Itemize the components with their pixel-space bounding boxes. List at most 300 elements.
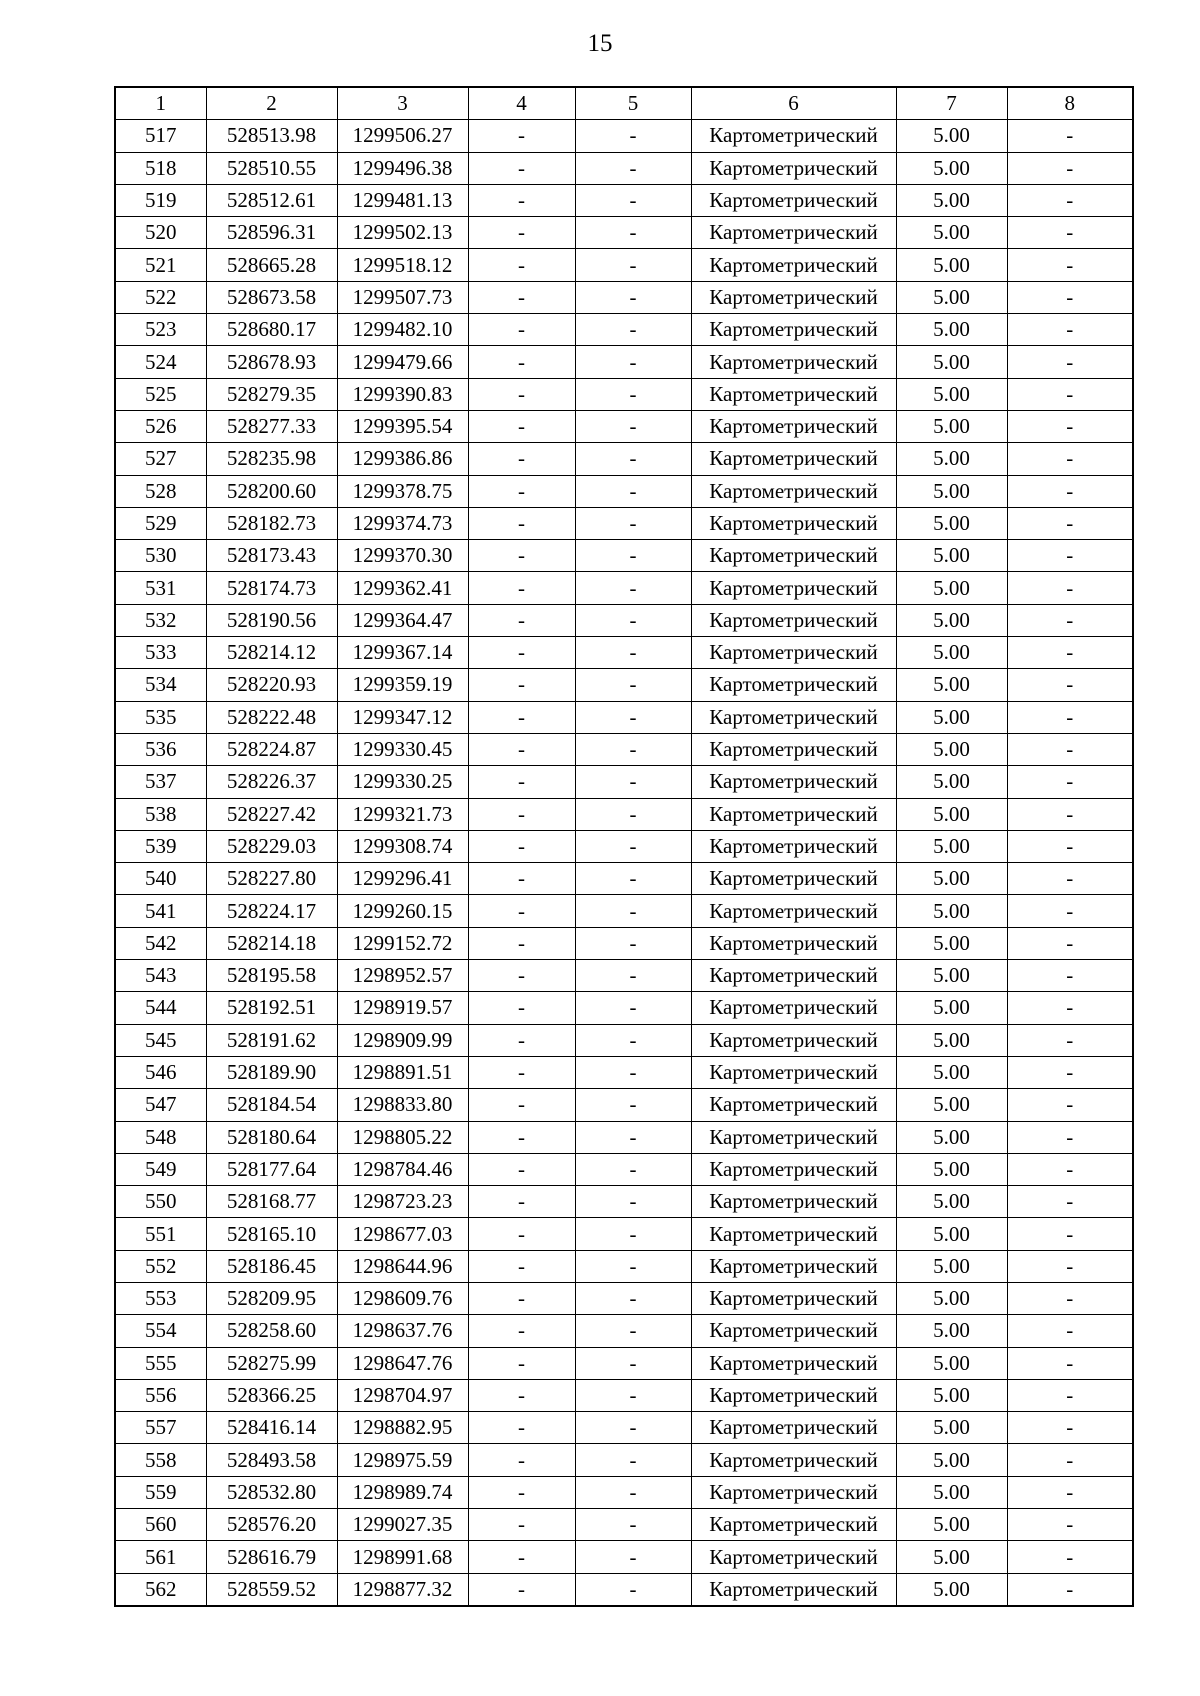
y-coordinate-cell: 1298805.22 xyxy=(337,1121,468,1153)
col8-cell: - xyxy=(1007,895,1133,927)
col4-cell: - xyxy=(468,733,575,765)
method-cell: Картометрический xyxy=(691,1476,896,1508)
col5-cell: - xyxy=(575,701,691,733)
method-cell: Картометрический xyxy=(691,798,896,830)
col8-cell: - xyxy=(1007,1509,1133,1541)
col8-cell: - xyxy=(1007,1089,1133,1121)
table-row xyxy=(115,1282,1133,1314)
y-coordinate-cell: 1298637.76 xyxy=(337,1315,468,1347)
col4-cell: - xyxy=(468,1250,575,1282)
col8-cell: - xyxy=(1007,443,1133,475)
col4-cell: - xyxy=(468,184,575,216)
accuracy-cell: 5.00 xyxy=(896,507,1007,539)
col4-cell: - xyxy=(468,927,575,959)
x-coordinate-cell: 528366.25 xyxy=(206,1379,337,1411)
table-row xyxy=(115,895,1133,927)
y-coordinate-cell: 1298644.96 xyxy=(337,1250,468,1282)
col4-cell: - xyxy=(468,701,575,733)
y-coordinate-cell: 1299390.83 xyxy=(337,378,468,410)
point-number-cell: 523 xyxy=(115,314,206,346)
method-cell: Картометрический xyxy=(691,960,896,992)
table-row xyxy=(115,1121,1133,1153)
col5-cell: - xyxy=(575,1347,691,1379)
method-cell: Картометрический xyxy=(691,507,896,539)
col8-cell: - xyxy=(1007,701,1133,733)
accuracy-cell: 5.00 xyxy=(896,217,1007,249)
y-coordinate-cell: 1299518.12 xyxy=(337,249,468,281)
point-number-cell: 531 xyxy=(115,572,206,604)
method-cell: Картометрический xyxy=(691,1282,896,1314)
y-coordinate-cell: 1298991.68 xyxy=(337,1541,468,1573)
col8-cell: - xyxy=(1007,249,1133,281)
col4-cell: - xyxy=(468,960,575,992)
method-cell: Картометрический xyxy=(691,314,896,346)
x-coordinate-cell: 528235.98 xyxy=(206,443,337,475)
col5-cell: - xyxy=(575,1218,691,1250)
y-coordinate-cell: 1298975.59 xyxy=(337,1444,468,1476)
column-header: 1 xyxy=(115,87,206,120)
col5-cell: - xyxy=(575,1315,691,1347)
col4-cell: - xyxy=(468,895,575,927)
accuracy-cell: 5.00 xyxy=(896,572,1007,604)
col8-cell: - xyxy=(1007,152,1133,184)
x-coordinate-cell: 528258.60 xyxy=(206,1315,337,1347)
table-row xyxy=(115,410,1133,442)
col4-cell: - xyxy=(468,1089,575,1121)
table-row xyxy=(115,540,1133,572)
accuracy-cell: 5.00 xyxy=(896,1153,1007,1185)
col8-cell: - xyxy=(1007,1282,1133,1314)
point-number-cell: 532 xyxy=(115,604,206,636)
method-cell: Картометрический xyxy=(691,443,896,475)
method-cell: Картометрический xyxy=(691,1444,896,1476)
col4-cell: - xyxy=(468,1121,575,1153)
y-coordinate-cell: 1299479.66 xyxy=(337,346,468,378)
table-row xyxy=(115,604,1133,636)
accuracy-cell: 5.00 xyxy=(896,120,1007,152)
col5-cell: - xyxy=(575,1412,691,1444)
method-cell: Картометрический xyxy=(691,637,896,669)
col5-cell: - xyxy=(575,992,691,1024)
y-coordinate-cell: 1299260.15 xyxy=(337,895,468,927)
accuracy-cell: 5.00 xyxy=(896,410,1007,442)
col5-cell: - xyxy=(575,152,691,184)
method-cell: Картометрический xyxy=(691,1315,896,1347)
y-coordinate-cell: 1298909.99 xyxy=(337,1024,468,1056)
col8-cell: - xyxy=(1007,1218,1133,1250)
method-cell: Картометрический xyxy=(691,475,896,507)
accuracy-cell: 5.00 xyxy=(896,766,1007,798)
point-number-cell: 551 xyxy=(115,1218,206,1250)
col8-cell: - xyxy=(1007,1347,1133,1379)
col4-cell: - xyxy=(468,507,575,539)
accuracy-cell: 5.00 xyxy=(896,152,1007,184)
column-header: 2 xyxy=(206,87,337,120)
accuracy-cell: 5.00 xyxy=(896,1509,1007,1541)
col4-cell: - xyxy=(468,314,575,346)
col4-cell: - xyxy=(468,830,575,862)
x-coordinate-cell: 528224.87 xyxy=(206,733,337,765)
coordinates-table xyxy=(114,86,1134,1607)
method-cell: Картометрический xyxy=(691,1573,896,1606)
x-coordinate-cell: 528177.64 xyxy=(206,1153,337,1185)
table-row xyxy=(115,1315,1133,1347)
col5-cell: - xyxy=(575,249,691,281)
col4-cell: - xyxy=(468,1541,575,1573)
col8-cell: - xyxy=(1007,281,1133,313)
col8-cell: - xyxy=(1007,992,1133,1024)
y-coordinate-cell: 1298784.46 xyxy=(337,1153,468,1185)
point-number-cell: 534 xyxy=(115,669,206,701)
y-coordinate-cell: 1299152.72 xyxy=(337,927,468,959)
table-row xyxy=(115,992,1133,1024)
x-coordinate-cell: 528222.48 xyxy=(206,701,337,733)
point-number-cell: 520 xyxy=(115,217,206,249)
point-number-cell: 530 xyxy=(115,540,206,572)
col4-cell: - xyxy=(468,1315,575,1347)
col8-cell: - xyxy=(1007,1121,1133,1153)
col8-cell: - xyxy=(1007,927,1133,959)
accuracy-cell: 5.00 xyxy=(896,992,1007,1024)
method-cell: Картометрический xyxy=(691,1218,896,1250)
point-number-cell: 543 xyxy=(115,960,206,992)
x-coordinate-cell: 528186.45 xyxy=(206,1250,337,1282)
col5-cell: - xyxy=(575,1056,691,1088)
method-cell: Картометрический xyxy=(691,1153,896,1185)
column-header: 5 xyxy=(575,87,691,120)
point-number-cell: 554 xyxy=(115,1315,206,1347)
col4-cell: - xyxy=(468,1056,575,1088)
accuracy-cell: 5.00 xyxy=(896,701,1007,733)
table-row xyxy=(115,1153,1133,1185)
x-coordinate-cell: 528279.35 xyxy=(206,378,337,410)
table-row xyxy=(115,249,1133,281)
x-coordinate-cell: 528275.99 xyxy=(206,1347,337,1379)
column-header: 7 xyxy=(896,87,1007,120)
col8-cell: - xyxy=(1007,1056,1133,1088)
col5-cell: - xyxy=(575,217,691,249)
accuracy-cell: 5.00 xyxy=(896,604,1007,636)
x-coordinate-cell: 528673.58 xyxy=(206,281,337,313)
y-coordinate-cell: 1299496.38 xyxy=(337,152,468,184)
point-number-cell: 535 xyxy=(115,701,206,733)
method-cell: Картометрический xyxy=(691,1250,896,1282)
col5-cell: - xyxy=(575,766,691,798)
method-cell: Картометрический xyxy=(691,927,896,959)
accuracy-cell: 5.00 xyxy=(896,378,1007,410)
col8-cell: - xyxy=(1007,1541,1133,1573)
col5-cell: - xyxy=(575,540,691,572)
table-row xyxy=(115,766,1133,798)
accuracy-cell: 5.00 xyxy=(896,798,1007,830)
table-row xyxy=(115,830,1133,862)
col4-cell: - xyxy=(468,217,575,249)
y-coordinate-cell: 1299321.73 xyxy=(337,798,468,830)
table-row xyxy=(115,798,1133,830)
y-coordinate-cell: 1298919.57 xyxy=(337,992,468,1024)
method-cell: Картометрический xyxy=(691,1186,896,1218)
col8-cell: - xyxy=(1007,507,1133,539)
col5-cell: - xyxy=(575,475,691,507)
col4-cell: - xyxy=(468,1444,575,1476)
y-coordinate-cell: 1299347.12 xyxy=(337,701,468,733)
point-number-cell: 538 xyxy=(115,798,206,830)
col4-cell: - xyxy=(468,1218,575,1250)
point-number-cell: 549 xyxy=(115,1153,206,1185)
point-number-cell: 537 xyxy=(115,766,206,798)
method-cell: Картометрический xyxy=(691,540,896,572)
accuracy-cell: 5.00 xyxy=(896,830,1007,862)
column-header: 8 xyxy=(1007,87,1133,120)
col4-cell: - xyxy=(468,1282,575,1314)
point-number-cell: 557 xyxy=(115,1412,206,1444)
y-coordinate-cell: 1299374.73 xyxy=(337,507,468,539)
accuracy-cell: 5.00 xyxy=(896,733,1007,765)
y-coordinate-cell: 1299364.47 xyxy=(337,604,468,636)
table-row xyxy=(115,1024,1133,1056)
y-coordinate-cell: 1299362.41 xyxy=(337,572,468,604)
col4-cell: - xyxy=(468,1153,575,1185)
x-coordinate-cell: 528229.03 xyxy=(206,830,337,862)
accuracy-cell: 5.00 xyxy=(896,475,1007,507)
method-cell: Картометрический xyxy=(691,766,896,798)
x-coordinate-cell: 528180.64 xyxy=(206,1121,337,1153)
point-number-cell: 524 xyxy=(115,346,206,378)
accuracy-cell: 5.00 xyxy=(896,1056,1007,1088)
x-coordinate-cell: 528596.31 xyxy=(206,217,337,249)
accuracy-cell: 5.00 xyxy=(896,1089,1007,1121)
x-coordinate-cell: 528512.61 xyxy=(206,184,337,216)
x-coordinate-cell: 528174.73 xyxy=(206,572,337,604)
point-number-cell: 519 xyxy=(115,184,206,216)
method-cell: Картометрический xyxy=(691,217,896,249)
col8-cell: - xyxy=(1007,572,1133,604)
y-coordinate-cell: 1299330.45 xyxy=(337,733,468,765)
accuracy-cell: 5.00 xyxy=(896,184,1007,216)
col4-cell: - xyxy=(468,475,575,507)
x-coordinate-cell: 528559.52 xyxy=(206,1573,337,1606)
x-coordinate-cell: 528168.77 xyxy=(206,1186,337,1218)
method-cell: Картометрический xyxy=(691,378,896,410)
col8-cell: - xyxy=(1007,798,1133,830)
table-row xyxy=(115,733,1133,765)
x-coordinate-cell: 528227.42 xyxy=(206,798,337,830)
accuracy-cell: 5.00 xyxy=(896,1121,1007,1153)
accuracy-cell: 5.00 xyxy=(896,1444,1007,1476)
y-coordinate-cell: 1298609.76 xyxy=(337,1282,468,1314)
method-cell: Картометрический xyxy=(691,992,896,1024)
y-coordinate-cell: 1299502.13 xyxy=(337,217,468,249)
point-number-cell: 539 xyxy=(115,830,206,862)
accuracy-cell: 5.00 xyxy=(896,1573,1007,1606)
x-coordinate-cell: 528191.62 xyxy=(206,1024,337,1056)
x-coordinate-cell: 528616.79 xyxy=(206,1541,337,1573)
col5-cell: - xyxy=(575,1282,691,1314)
x-coordinate-cell: 528209.95 xyxy=(206,1282,337,1314)
col8-cell: - xyxy=(1007,346,1133,378)
table-row xyxy=(115,152,1133,184)
col4-cell: - xyxy=(468,992,575,1024)
col8-cell: - xyxy=(1007,184,1133,216)
table-row xyxy=(115,1347,1133,1379)
y-coordinate-cell: 1298647.76 xyxy=(337,1347,468,1379)
point-number-cell: 561 xyxy=(115,1541,206,1573)
y-coordinate-cell: 1299506.27 xyxy=(337,120,468,152)
x-coordinate-cell: 528227.80 xyxy=(206,863,337,895)
accuracy-cell: 5.00 xyxy=(896,1315,1007,1347)
point-number-cell: 545 xyxy=(115,1024,206,1056)
table-body xyxy=(115,120,1133,1606)
x-coordinate-cell: 528195.58 xyxy=(206,960,337,992)
x-coordinate-cell: 528416.14 xyxy=(206,1412,337,1444)
method-cell: Картометрический xyxy=(691,1056,896,1088)
col5-cell: - xyxy=(575,927,691,959)
col4-cell: - xyxy=(468,637,575,669)
method-cell: Картометрический xyxy=(691,1379,896,1411)
col4-cell: - xyxy=(468,443,575,475)
accuracy-cell: 5.00 xyxy=(896,1347,1007,1379)
col5-cell: - xyxy=(575,1573,691,1606)
col4-cell: - xyxy=(468,1024,575,1056)
accuracy-cell: 5.00 xyxy=(896,863,1007,895)
point-number-cell: 542 xyxy=(115,927,206,959)
col4-cell: - xyxy=(468,1379,575,1411)
column-header: 3 xyxy=(337,87,468,120)
table-row xyxy=(115,475,1133,507)
col5-cell: - xyxy=(575,669,691,701)
col5-cell: - xyxy=(575,1250,691,1282)
method-cell: Картометрический xyxy=(691,184,896,216)
x-coordinate-cell: 528200.60 xyxy=(206,475,337,507)
method-cell: Картометрический xyxy=(691,830,896,862)
column-header: 6 xyxy=(691,87,896,120)
table-row xyxy=(115,1186,1133,1218)
y-coordinate-cell: 1299482.10 xyxy=(337,314,468,346)
col8-cell: - xyxy=(1007,830,1133,862)
y-coordinate-cell: 1299027.35 xyxy=(337,1509,468,1541)
col4-cell: - xyxy=(468,798,575,830)
col4-cell: - xyxy=(468,120,575,152)
col8-cell: - xyxy=(1007,1573,1133,1606)
table-row xyxy=(115,281,1133,313)
col8-cell: - xyxy=(1007,1444,1133,1476)
method-cell: Картометрический xyxy=(691,604,896,636)
col8-cell: - xyxy=(1007,1379,1133,1411)
col4-cell: - xyxy=(468,1347,575,1379)
point-number-cell: 541 xyxy=(115,895,206,927)
table-row xyxy=(115,1250,1133,1282)
col4-cell: - xyxy=(468,410,575,442)
table-row xyxy=(115,572,1133,604)
y-coordinate-cell: 1299395.54 xyxy=(337,410,468,442)
x-coordinate-cell: 528226.37 xyxy=(206,766,337,798)
table-row xyxy=(115,346,1133,378)
col8-cell: - xyxy=(1007,540,1133,572)
accuracy-cell: 5.00 xyxy=(896,1379,1007,1411)
point-number-cell: 525 xyxy=(115,378,206,410)
col5-cell: - xyxy=(575,863,691,895)
accuracy-cell: 5.00 xyxy=(896,895,1007,927)
col8-cell: - xyxy=(1007,1412,1133,1444)
point-number-cell: 559 xyxy=(115,1476,206,1508)
accuracy-cell: 5.00 xyxy=(896,960,1007,992)
x-coordinate-cell: 528680.17 xyxy=(206,314,337,346)
col4-cell: - xyxy=(468,249,575,281)
x-coordinate-cell: 528190.56 xyxy=(206,604,337,636)
x-coordinate-cell: 528513.98 xyxy=(206,120,337,152)
col5-cell: - xyxy=(575,378,691,410)
method-cell: Картометрический xyxy=(691,1541,896,1573)
col8-cell: - xyxy=(1007,1250,1133,1282)
accuracy-cell: 5.00 xyxy=(896,281,1007,313)
col5-cell: - xyxy=(575,960,691,992)
y-coordinate-cell: 1299330.25 xyxy=(337,766,468,798)
col8-cell: - xyxy=(1007,604,1133,636)
x-coordinate-cell: 528165.10 xyxy=(206,1218,337,1250)
col5-cell: - xyxy=(575,1476,691,1508)
col5-cell: - xyxy=(575,1541,691,1573)
x-coordinate-cell: 528678.93 xyxy=(206,346,337,378)
col5-cell: - xyxy=(575,1121,691,1153)
col4-cell: - xyxy=(468,540,575,572)
y-coordinate-cell: 1299481.13 xyxy=(337,184,468,216)
col8-cell: - xyxy=(1007,960,1133,992)
y-coordinate-cell: 1298882.95 xyxy=(337,1412,468,1444)
col4-cell: - xyxy=(468,378,575,410)
method-cell: Картометрический xyxy=(691,1024,896,1056)
x-coordinate-cell: 528173.43 xyxy=(206,540,337,572)
col5-cell: - xyxy=(575,410,691,442)
col5-cell: - xyxy=(575,895,691,927)
accuracy-cell: 5.00 xyxy=(896,669,1007,701)
table-row xyxy=(115,637,1133,669)
point-number-cell: 518 xyxy=(115,152,206,184)
y-coordinate-cell: 1298891.51 xyxy=(337,1056,468,1088)
method-cell: Картометрический xyxy=(691,249,896,281)
method-cell: Картометрический xyxy=(691,895,896,927)
col5-cell: - xyxy=(575,1024,691,1056)
accuracy-cell: 5.00 xyxy=(896,540,1007,572)
col5-cell: - xyxy=(575,1186,691,1218)
y-coordinate-cell: 1299370.30 xyxy=(337,540,468,572)
table-row xyxy=(115,1412,1133,1444)
method-cell: Картометрический xyxy=(691,701,896,733)
x-coordinate-cell: 528184.54 xyxy=(206,1089,337,1121)
point-number-cell: 528 xyxy=(115,475,206,507)
point-number-cell: 521 xyxy=(115,249,206,281)
col4-cell: - xyxy=(468,152,575,184)
col8-cell: - xyxy=(1007,733,1133,765)
table-row xyxy=(115,1056,1133,1088)
accuracy-cell: 5.00 xyxy=(896,1024,1007,1056)
point-number-cell: 558 xyxy=(115,1444,206,1476)
col4-cell: - xyxy=(468,572,575,604)
x-coordinate-cell: 528220.93 xyxy=(206,669,337,701)
x-coordinate-cell: 528189.90 xyxy=(206,1056,337,1088)
accuracy-cell: 5.00 xyxy=(896,443,1007,475)
table-row xyxy=(115,701,1133,733)
method-cell: Картометрический xyxy=(691,1412,896,1444)
method-cell: Картометрический xyxy=(691,1121,896,1153)
table-row xyxy=(115,669,1133,701)
x-coordinate-cell: 528224.17 xyxy=(206,895,337,927)
method-cell: Картометрический xyxy=(691,120,896,152)
col5-cell: - xyxy=(575,346,691,378)
col5-cell: - xyxy=(575,1379,691,1411)
point-number-cell: 548 xyxy=(115,1121,206,1153)
col8-cell: - xyxy=(1007,637,1133,669)
x-coordinate-cell: 528576.20 xyxy=(206,1509,337,1541)
